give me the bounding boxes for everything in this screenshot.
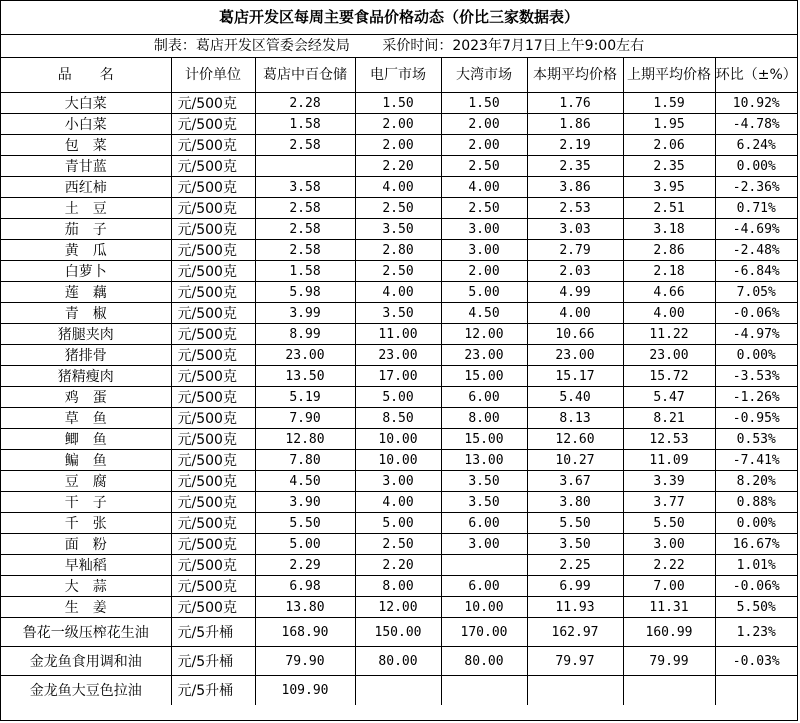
price-market-2: 8.50 (355, 408, 441, 429)
table-row (1, 93, 797, 114)
price-avg-now: 2.25 (527, 555, 623, 576)
price-avg-now: 2.19 (527, 135, 623, 156)
price-avg-prev: 2.86 (623, 240, 715, 261)
price-change: 1.01% (715, 555, 797, 576)
price-avg-prev: 7.00 (623, 576, 715, 597)
header-market-3: 大湾市场 (441, 58, 527, 93)
price-market-1: 7.90 (255, 408, 355, 429)
price-avg-prev: 3.39 (623, 471, 715, 492)
price-market-1: 1.58 (255, 114, 355, 135)
item-unit: 元/500克 (171, 198, 255, 219)
item-name: 白萝卜 (1, 261, 171, 282)
price-market-2: 2.20 (355, 156, 441, 177)
price-avg-now: 10.27 (527, 450, 623, 471)
table-row (1, 513, 797, 534)
price-market-2: 3.50 (355, 303, 441, 324)
price-avg-now: 5.40 (527, 387, 623, 408)
item-name: 黄 瓜 (1, 240, 171, 261)
price-market-3: 2.00 (441, 261, 527, 282)
price-avg-prev: 11.31 (623, 597, 715, 618)
price-avg-now: 79.97 (527, 647, 623, 676)
item-unit: 元/500克 (171, 303, 255, 324)
price-market-3 (441, 676, 527, 705)
price-market-3: 10.00 (441, 597, 527, 618)
item-unit: 元/5升桶 (171, 647, 255, 676)
price-change: -0.06% (715, 576, 797, 597)
item-name: 西红柿 (1, 177, 171, 198)
table-row (1, 387, 797, 408)
price-change: 7.05% (715, 282, 797, 303)
price-avg-prev: 3.77 (623, 492, 715, 513)
price-change: 5.50% (715, 597, 797, 618)
price-avg-prev: 8.21 (623, 408, 715, 429)
price-market-3: 15.00 (441, 429, 527, 450)
item-unit: 元/5升桶 (171, 676, 255, 705)
price-market-1: 2.58 (255, 240, 355, 261)
item-name: 千 张 (1, 513, 171, 534)
price-change (715, 676, 797, 705)
item-unit: 元/500克 (171, 450, 255, 471)
table-row (1, 303, 797, 324)
price-change: -6.84% (715, 261, 797, 282)
price-market-3: 1.50 (441, 93, 527, 114)
item-unit: 元/500克 (171, 408, 255, 429)
header-avg-prev: 上期平均价格 (623, 58, 715, 93)
price-avg-now (527, 676, 623, 705)
price-avg-now: 23.00 (527, 345, 623, 366)
price-market-1: 7.80 (255, 450, 355, 471)
item-unit: 元/500克 (171, 135, 255, 156)
price-avg-now: 2.79 (527, 240, 623, 261)
item-name: 草 鱼 (1, 408, 171, 429)
price-market-2: 12.00 (355, 597, 441, 618)
price-avg-now: 5.50 (527, 513, 623, 534)
price-market-2: 80.00 (355, 647, 441, 676)
price-change: -4.69% (715, 219, 797, 240)
price-market-1: 2.58 (255, 135, 355, 156)
price-avg-prev: 12.53 (623, 429, 715, 450)
price-avg-now: 2.35 (527, 156, 623, 177)
item-unit: 元/500克 (171, 387, 255, 408)
price-market-2: 5.00 (355, 387, 441, 408)
price-market-3: 2.00 (441, 135, 527, 156)
item-name: 面 粉 (1, 534, 171, 555)
price-avg-now: 10.66 (527, 324, 623, 345)
sheet-title: 葛店开发区每周主要食品价格动态（价比三家数据表） (1, 1, 797, 35)
price-change: -2.36% (715, 177, 797, 198)
price-avg-now: 2.03 (527, 261, 623, 282)
header-unit: 计价单位 (171, 58, 255, 93)
item-unit: 元/500克 (171, 513, 255, 534)
price-avg-now: 1.86 (527, 114, 623, 135)
table-row (1, 492, 797, 513)
price-market-3: 15.00 (441, 366, 527, 387)
table-row (1, 555, 797, 576)
price-avg-now: 4.99 (527, 282, 623, 303)
table-row (1, 597, 797, 618)
price-table (1, 58, 797, 705)
price-change: 10.92% (715, 93, 797, 114)
table-row (1, 576, 797, 597)
price-market-3: 6.00 (441, 576, 527, 597)
table-row (1, 429, 797, 450)
price-market-2: 150.00 (355, 618, 441, 647)
price-avg-now: 4.00 (527, 303, 623, 324)
price-market-1: 12.80 (255, 429, 355, 450)
price-change: 0.00% (715, 156, 797, 177)
item-name: 干 子 (1, 492, 171, 513)
price-market-1: 168.90 (255, 618, 355, 647)
price-avg-now: 12.60 (527, 429, 623, 450)
price-avg-now: 162.97 (527, 618, 623, 647)
collection-time: 采价时间：2023年7月17日上午9:00左右 (382, 38, 645, 54)
price-market-1: 109.90 (255, 676, 355, 705)
header-avg-now: 本期平均价格 (527, 58, 623, 93)
table-row (1, 198, 797, 219)
item-unit: 元/500克 (171, 93, 255, 114)
price-market-3: 6.00 (441, 387, 527, 408)
item-unit: 元/500克 (171, 177, 255, 198)
price-avg-prev: 79.99 (623, 647, 715, 676)
price-change: -0.06% (715, 303, 797, 324)
item-name: 包 菜 (1, 135, 171, 156)
price-market-3: 2.50 (441, 198, 527, 219)
price-change: -1.26% (715, 387, 797, 408)
price-avg-prev: 2.06 (623, 135, 715, 156)
price-change: 1.23% (715, 618, 797, 647)
price-avg-prev: 2.22 (623, 555, 715, 576)
item-unit: 元/500克 (171, 114, 255, 135)
price-avg-prev: 5.50 (623, 513, 715, 534)
price-market-2: 4.00 (355, 282, 441, 303)
item-unit: 元/500克 (171, 219, 255, 240)
price-market-2: 3.00 (355, 471, 441, 492)
item-name: 猪腿夹肉 (1, 324, 171, 345)
price-market-2: 1.50 (355, 93, 441, 114)
item-name: 鲁花一级压榨花生油 (1, 618, 171, 647)
table-row (1, 240, 797, 261)
price-market-2: 2.20 (355, 555, 441, 576)
price-market-2: 3.50 (355, 219, 441, 240)
price-market-2: 2.50 (355, 261, 441, 282)
price-avg-prev: 2.35 (623, 156, 715, 177)
price-market-3: 23.00 (441, 345, 527, 366)
item-unit: 元/500克 (171, 240, 255, 261)
price-avg-prev: 3.18 (623, 219, 715, 240)
price-avg-prev: 5.47 (623, 387, 715, 408)
header-market-2: 电厂市场 (355, 58, 441, 93)
price-change: 0.88% (715, 492, 797, 513)
item-name: 大白菜 (1, 93, 171, 114)
item-unit: 元/500克 (171, 597, 255, 618)
price-market-1: 5.98 (255, 282, 355, 303)
price-avg-now: 11.93 (527, 597, 623, 618)
item-name: 莲 藕 (1, 282, 171, 303)
price-market-3: 3.50 (441, 492, 527, 513)
item-unit: 元/500克 (171, 492, 255, 513)
item-name: 青甘蓝 (1, 156, 171, 177)
price-avg-prev (623, 676, 715, 705)
price-market-1 (255, 156, 355, 177)
price-market-2: 4.00 (355, 177, 441, 198)
table-row (1, 366, 797, 387)
item-unit: 元/500克 (171, 366, 255, 387)
price-market-2: 8.00 (355, 576, 441, 597)
item-unit: 元/500克 (171, 471, 255, 492)
price-market-1: 5.50 (255, 513, 355, 534)
price-market-3 (441, 555, 527, 576)
price-market-1: 13.50 (255, 366, 355, 387)
price-market-3: 2.00 (441, 114, 527, 135)
price-avg-now: 3.03 (527, 219, 623, 240)
table-row (1, 261, 797, 282)
price-market-2: 2.80 (355, 240, 441, 261)
price-market-2: 11.00 (355, 324, 441, 345)
price-market-3: 2.50 (441, 156, 527, 177)
item-unit: 元/500克 (171, 156, 255, 177)
price-market-1: 2.58 (255, 219, 355, 240)
price-change: -4.78% (715, 114, 797, 135)
item-name: 生 姜 (1, 597, 171, 618)
item-name: 小白菜 (1, 114, 171, 135)
price-market-2: 2.50 (355, 534, 441, 555)
header-change: 环比（±%） (715, 58, 797, 93)
price-change: 6.24% (715, 135, 797, 156)
item-unit: 元/500克 (171, 429, 255, 450)
price-market-1: 3.90 (255, 492, 355, 513)
item-name: 茄 子 (1, 219, 171, 240)
item-name: 猪排骨 (1, 345, 171, 366)
price-change: 16.67% (715, 534, 797, 555)
price-avg-now: 1.76 (527, 93, 623, 114)
price-avg-prev: 23.00 (623, 345, 715, 366)
price-market-3: 6.00 (441, 513, 527, 534)
price-change: 0.71% (715, 198, 797, 219)
item-unit: 元/500克 (171, 324, 255, 345)
price-market-2 (355, 676, 441, 705)
item-unit: 元/500克 (171, 261, 255, 282)
price-market-2: 5.00 (355, 513, 441, 534)
price-market-1: 4.50 (255, 471, 355, 492)
price-market-2: 23.00 (355, 345, 441, 366)
table-row (1, 177, 797, 198)
header-row (1, 58, 797, 93)
item-name: 豆 腐 (1, 471, 171, 492)
table-row (1, 282, 797, 303)
item-unit: 元/5升桶 (171, 618, 255, 647)
price-avg-prev: 4.66 (623, 282, 715, 303)
price-market-1: 3.58 (255, 177, 355, 198)
item-unit: 元/500克 (171, 555, 255, 576)
price-market-1: 5.00 (255, 534, 355, 555)
price-market-3: 80.00 (441, 647, 527, 676)
price-change: 8.20% (715, 471, 797, 492)
price-market-2: 10.00 (355, 429, 441, 450)
price-market-2: 2.00 (355, 114, 441, 135)
price-avg-prev: 1.59 (623, 93, 715, 114)
price-avg-prev: 15.72 (623, 366, 715, 387)
price-market-1: 2.28 (255, 93, 355, 114)
price-change: -4.97% (715, 324, 797, 345)
price-change: -0.95% (715, 408, 797, 429)
table-row (1, 324, 797, 345)
table-row (1, 647, 797, 676)
item-name: 鳊 鱼 (1, 450, 171, 471)
price-change: -0.03% (715, 647, 797, 676)
price-change: -2.48% (715, 240, 797, 261)
price-market-1: 2.29 (255, 555, 355, 576)
price-change: 0.53% (715, 429, 797, 450)
price-avg-now: 3.80 (527, 492, 623, 513)
price-market-3: 3.00 (441, 534, 527, 555)
table-row (1, 219, 797, 240)
table-row (1, 618, 797, 647)
price-market-3: 4.50 (441, 303, 527, 324)
price-market-1: 8.99 (255, 324, 355, 345)
price-avg-now: 6.99 (527, 576, 623, 597)
price-avg-prev: 3.00 (623, 534, 715, 555)
price-market-1: 1.58 (255, 261, 355, 282)
price-avg-prev: 11.22 (623, 324, 715, 345)
price-market-1: 79.90 (255, 647, 355, 676)
table-row (1, 471, 797, 492)
item-name: 金龙鱼食用调和油 (1, 647, 171, 676)
price-avg-now: 8.13 (527, 408, 623, 429)
price-market-1: 13.80 (255, 597, 355, 618)
item-name: 青 椒 (1, 303, 171, 324)
maker-label: 制表：葛店开发区管委会经发局 (153, 38, 350, 54)
item-unit: 元/500克 (171, 576, 255, 597)
price-market-3: 5.00 (441, 282, 527, 303)
item-unit: 元/500克 (171, 534, 255, 555)
price-change: -3.53% (715, 366, 797, 387)
price-market-3: 3.00 (441, 240, 527, 261)
price-market-2: 17.00 (355, 366, 441, 387)
price-market-2: 10.00 (355, 450, 441, 471)
item-name: 早籼稻 (1, 555, 171, 576)
header-name: 品 名 (1, 58, 171, 93)
price-avg-now: 3.86 (527, 177, 623, 198)
table-row (1, 156, 797, 177)
price-change: -7.41% (715, 450, 797, 471)
price-avg-prev: 2.51 (623, 198, 715, 219)
price-market-1: 2.58 (255, 198, 355, 219)
price-market-2: 2.00 (355, 135, 441, 156)
price-market-2: 4.00 (355, 492, 441, 513)
price-market-1: 6.98 (255, 576, 355, 597)
price-change: 0.00% (715, 345, 797, 366)
price-market-3: 8.00 (441, 408, 527, 429)
price-market-1: 5.19 (255, 387, 355, 408)
price-avg-now: 15.17 (527, 366, 623, 387)
item-name: 大 蒜 (1, 576, 171, 597)
header-market-1: 葛店中百仓储 (255, 58, 355, 93)
price-market-1: 23.00 (255, 345, 355, 366)
price-avg-prev: 1.95 (623, 114, 715, 135)
price-market-2: 2.50 (355, 198, 441, 219)
table-row (1, 408, 797, 429)
price-market-3: 3.50 (441, 471, 527, 492)
table-row (1, 135, 797, 156)
price-market-1: 3.99 (255, 303, 355, 324)
price-change: 0.00% (715, 513, 797, 534)
price-avg-prev: 2.18 (623, 261, 715, 282)
table-row (1, 676, 797, 705)
price-avg-prev: 4.00 (623, 303, 715, 324)
price-market-3: 12.00 (441, 324, 527, 345)
sheet-info (1, 35, 797, 58)
item-name: 鲫 鱼 (1, 429, 171, 450)
price-market-3: 13.00 (441, 450, 527, 471)
table-row (1, 534, 797, 555)
price-avg-now: 2.53 (527, 198, 623, 219)
table-row (1, 450, 797, 471)
price-avg-prev: 3.95 (623, 177, 715, 198)
item-unit: 元/500克 (171, 282, 255, 303)
price-avg-now: 3.50 (527, 534, 623, 555)
item-name: 土 豆 (1, 198, 171, 219)
table-row (1, 114, 797, 135)
item-name: 金龙鱼大豆色拉油 (1, 676, 171, 705)
item-unit: 元/500克 (171, 345, 255, 366)
price-avg-prev: 11.09 (623, 450, 715, 471)
table-row (1, 345, 797, 366)
item-name: 鸡 蛋 (1, 387, 171, 408)
price-avg-now: 3.67 (527, 471, 623, 492)
item-name: 猪精瘦肉 (1, 366, 171, 387)
price-market-3: 4.00 (441, 177, 527, 198)
price-avg-prev: 160.99 (623, 618, 715, 647)
price-market-3: 170.00 (441, 618, 527, 647)
price-market-3: 3.00 (441, 219, 527, 240)
